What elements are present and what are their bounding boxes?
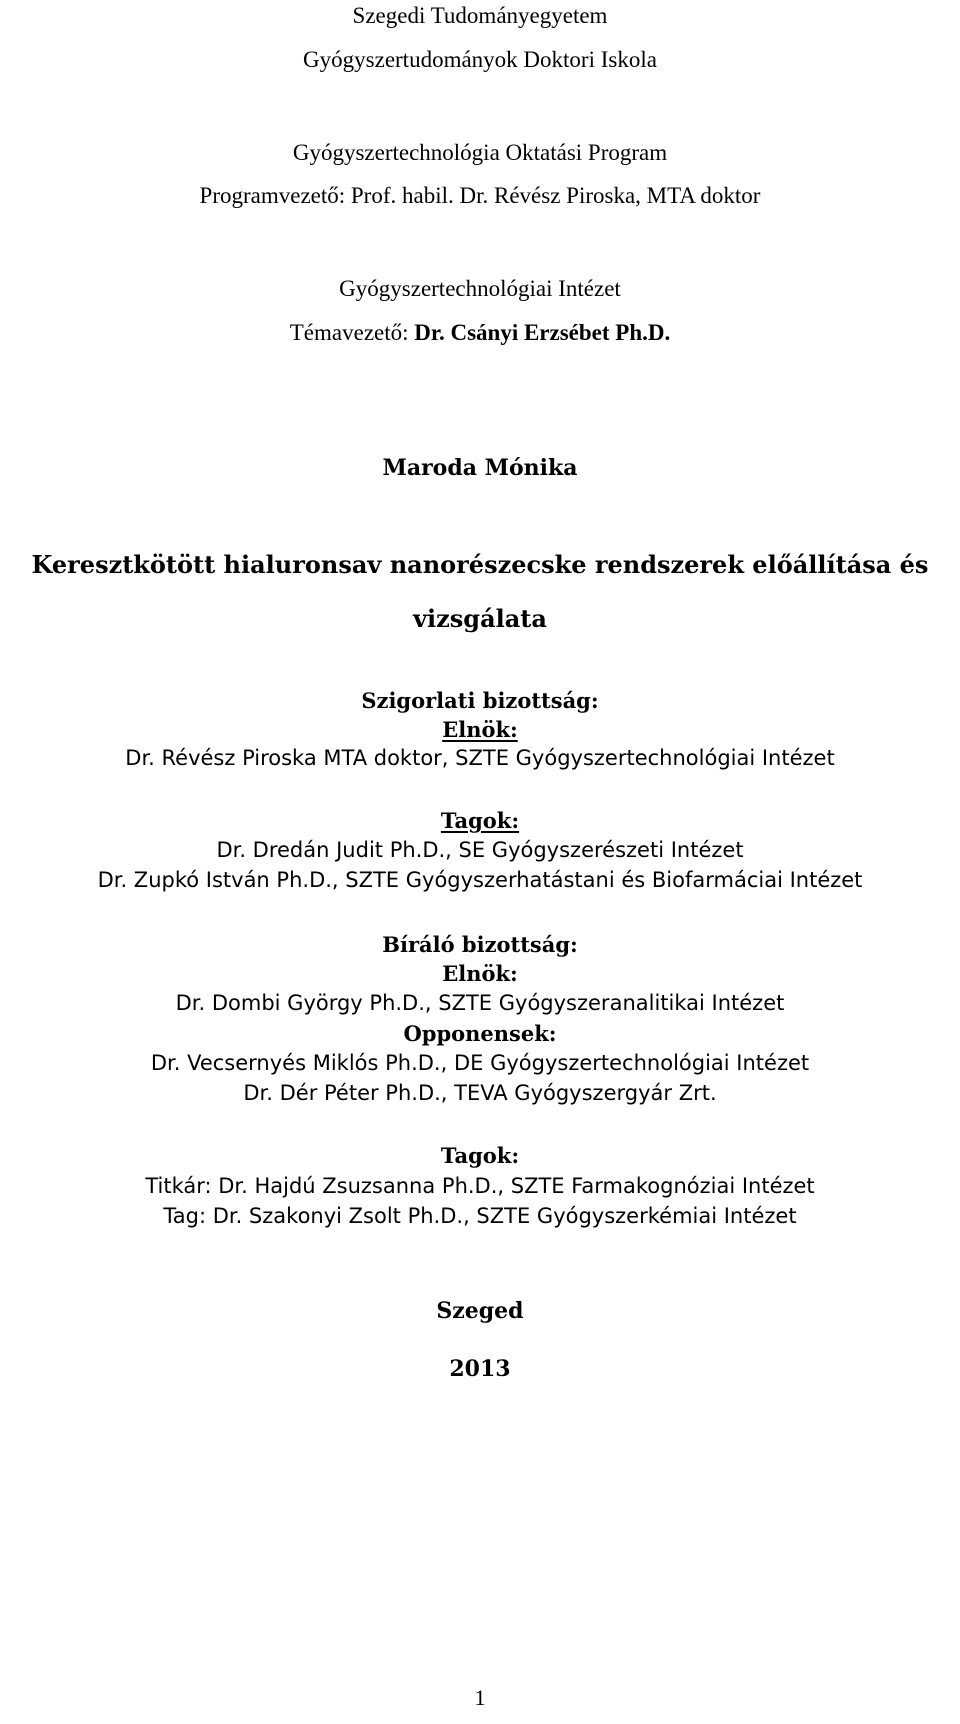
review-committee-member: Tag: Dr. Szakonyi Zsolt Ph.D., SZTE Gyógyszerkémiai Intézet	[163, 1204, 797, 1228]
program-name: Gyógyszertechnológia Oktatási Program	[292, 140, 668, 165]
exam-committee-member: Dr. Dredán Judit Ph.D., SE Gyógyszerészeti Intézet	[216, 838, 744, 862]
university-name: Szegedi Tudományegyetem	[352, 3, 608, 28]
exam-committee-chair-label: Elnök:	[442, 717, 518, 742]
supervisor-name: Dr. Csányi Erzsébet Ph.D.	[414, 320, 671, 345]
page-number: 1	[474, 1685, 486, 1710]
exam-committee-chair: Dr. Révész Piroska MTA doktor, SZTE Gyógyszertechnológiai Intézet	[125, 746, 835, 770]
doctoral-school: Gyógyszertudományok Doktori Iskola	[303, 47, 657, 72]
review-committee-member: Titkár: Dr. Hajdú Zsuzsanna Ph.D., SZTE Farmakognóziai Intézet	[145, 1174, 815, 1198]
supervisor-label: Témavezető:	[289, 320, 415, 345]
review-committee-chair-label: Elnök:	[442, 961, 518, 986]
review-committee-opponents-label: Opponensek:	[403, 1021, 557, 1046]
review-committee-opponent: Dr. Vecsernyés Miklós Ph.D., DE Gyógyszertechnológiai Intézet	[150, 1051, 810, 1075]
institute-name: Gyógyszertechnológiai Intézet	[339, 276, 621, 301]
exam-committee-member: Dr. Zupkó István Ph.D., SZTE Gyógyszerhatástani és Biofarmáciai Intézet	[97, 868, 863, 892]
thesis-title-line-2: vizsgálata	[413, 604, 547, 633]
supervisor	[0, 321, 960, 344]
thesis-title-line-1: Keresztkötött hialuronsav nanorészecske rendszerek előállítása és	[31, 550, 929, 579]
year: 2013	[449, 1356, 511, 1382]
author-name: Maroda Mónika	[382, 455, 578, 481]
review-committee-members-label: Tagok:	[440, 1143, 520, 1168]
review-committee-opponent: Dr. Dér Péter Ph.D., TEVA Gyógyszergyár Zrt.	[243, 1081, 717, 1105]
review-committee-chair: Dr. Dombi György Ph.D., SZTE Gyógyszeranalitikai Intézet	[175, 991, 785, 1015]
review-committee-heading: Bíráló bizottság:	[382, 932, 578, 957]
exam-committee-members-label: Tagok:	[440, 808, 520, 833]
exam-committee-heading: Szigorlati bizottság:	[361, 688, 599, 713]
city: Szeged	[436, 1298, 524, 1324]
program-leader: Programvezető: Prof. habil. Dr. Révész Piroska, MTA doktor	[199, 183, 761, 208]
